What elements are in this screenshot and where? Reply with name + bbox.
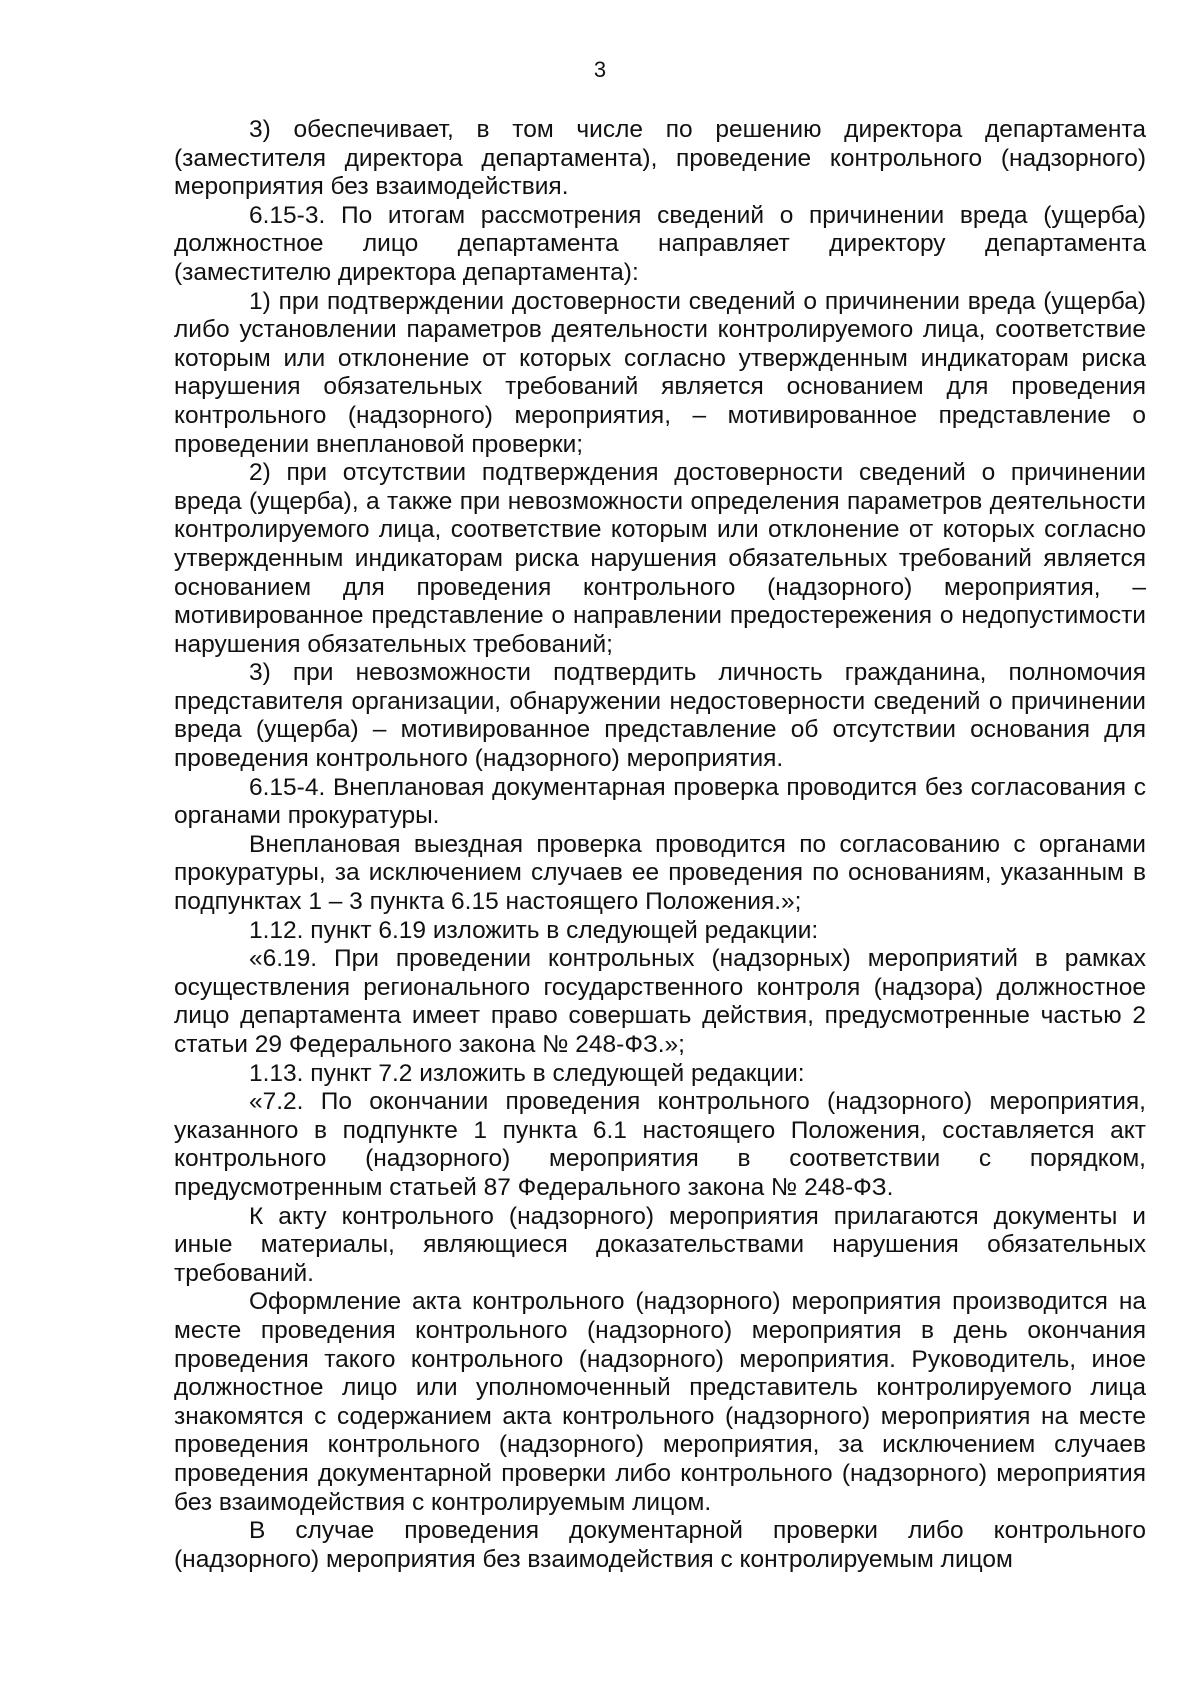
paragraph-6-15-3-item-2: 2) при отсутствии подтверждения достоверности сведений о причинении вреда (ущерба), а также при невозможности определения параметров деятельности контролируемого лица, соответствие которым или отклонение от которых согласно утвержденным индикаторам риска нарушения обязательных требований является основанием для проведения контрольного (надзорного) мероприятия, – мотивированное представление о направлении предостережения о недопустимости нарушения обязательных требований; <box>174 459 1146 658</box>
paragraph-6-19: «6.19. При проведении контрольных (надзорных) мероприятий в рамках осуществления регионального государственного контроля (надзора) должностное лицо департамента имеет право совершать действия, предусмотренные частью 2 статьи 29 Федерального закона № 248-ФЗ.»; <box>174 945 1146 1058</box>
paragraph-onsite-inspection: Внеплановая выездная проверка проводится по согласованию с органами прокуратуры, за исключением случаев ее проведения по основаниям, указанным в подпунктах 1 – 3 пункта 6.15 настоящего Положения.»; <box>174 830 1146 916</box>
paragraph-1-13: 1.13. пункт 7.2 изложить в следующей редакции: <box>249 1059 805 1087</box>
paragraph-1-12: 1.12. пункт 6.19 изложить в следующей редакции: <box>249 916 819 944</box>
paragraph-7-2: «7.2. По окончании проведения контрольного (надзорного) мероприятия, указанного в подпункте 1 пункта 6.1 настоящего Положения, составляется акт контрольного (надзорного) мероприятия в соответствии с порядком, предусмотренным статьей 87 Федерального закона № 248-ФЗ. <box>174 1088 1146 1201</box>
paragraph-6-15-3: 6.15-3. По итогам рассмотрения сведений о причинении вреда (ущерба) должностное лицо департамента направляет директору департамента (заместителю директора департамента): <box>174 201 1146 286</box>
paragraph-6-15-3-item-1: 1) при подтверждении достоверности сведений о причинении вреда (ущерба) либо установлении параметров деятельности контролируемого лица, соответствие которым или отклонение от которых согласно утвержденным индикаторам риска нарушения обязательных требований является основанием для проведения контрольного (надзорного) мероприятия, – мотивированное представление о проведении внеплановой проверки; <box>174 287 1146 458</box>
paragraph-documentary-inspection: В случае проведения документарной проверки либо контрольного (надзорного) мероприятия без взаимодействия с контролируемым лицом <box>174 1517 1146 1573</box>
paragraph-6-15-3-item-3: 3) при невозможности подтвердить личность гражданина, полномочия представителя организации, обнаружении недостоверности сведений о причинении вреда (ущерба) – мотивированное представление об отсутствии основания для проведения контрольного (надзорного) мероприятия. <box>174 659 1146 773</box>
paragraph-act-preparation: Оформление акта контрольного (надзорного) мероприятия производится на месте проведения контрольного (надзорного) мероприятия в день окончания проведения такого контрольного (надзорного) мероприятия. Руководитель, иное должностное лицо или уполномоченный представитель контролируемого лица знакомятся с содержанием акта контрольного (надзорного) мероприятия на месте проведения контрольного (надзорного) мероприятия, за исключением случаев проведения документарной проверки либо контрольного (надзорного) мероприятия без взаимодействия с контролируемым лицом. <box>174 1288 1146 1516</box>
page-number: 3 <box>593 57 607 82</box>
paragraph-6-15-4: 6.15-4. Внеплановая документарная проверка проводится без согласования с органами прокуратуры. <box>174 773 1146 830</box>
paragraph-3-ensures: 3) обеспечивает, в том числе по решению директора департамента (заместителя директора департамента), проведение контрольного (надзорного) мероприятия без взаимодействия. <box>174 116 1146 201</box>
paragraph-act-attachments: К акту контрольного (надзорного) мероприятия прилагаются документы и иные материалы, являющиеся доказательствами нарушения обязательных требований. <box>174 1202 1146 1287</box>
document-body <box>174 116 1146 1574</box>
